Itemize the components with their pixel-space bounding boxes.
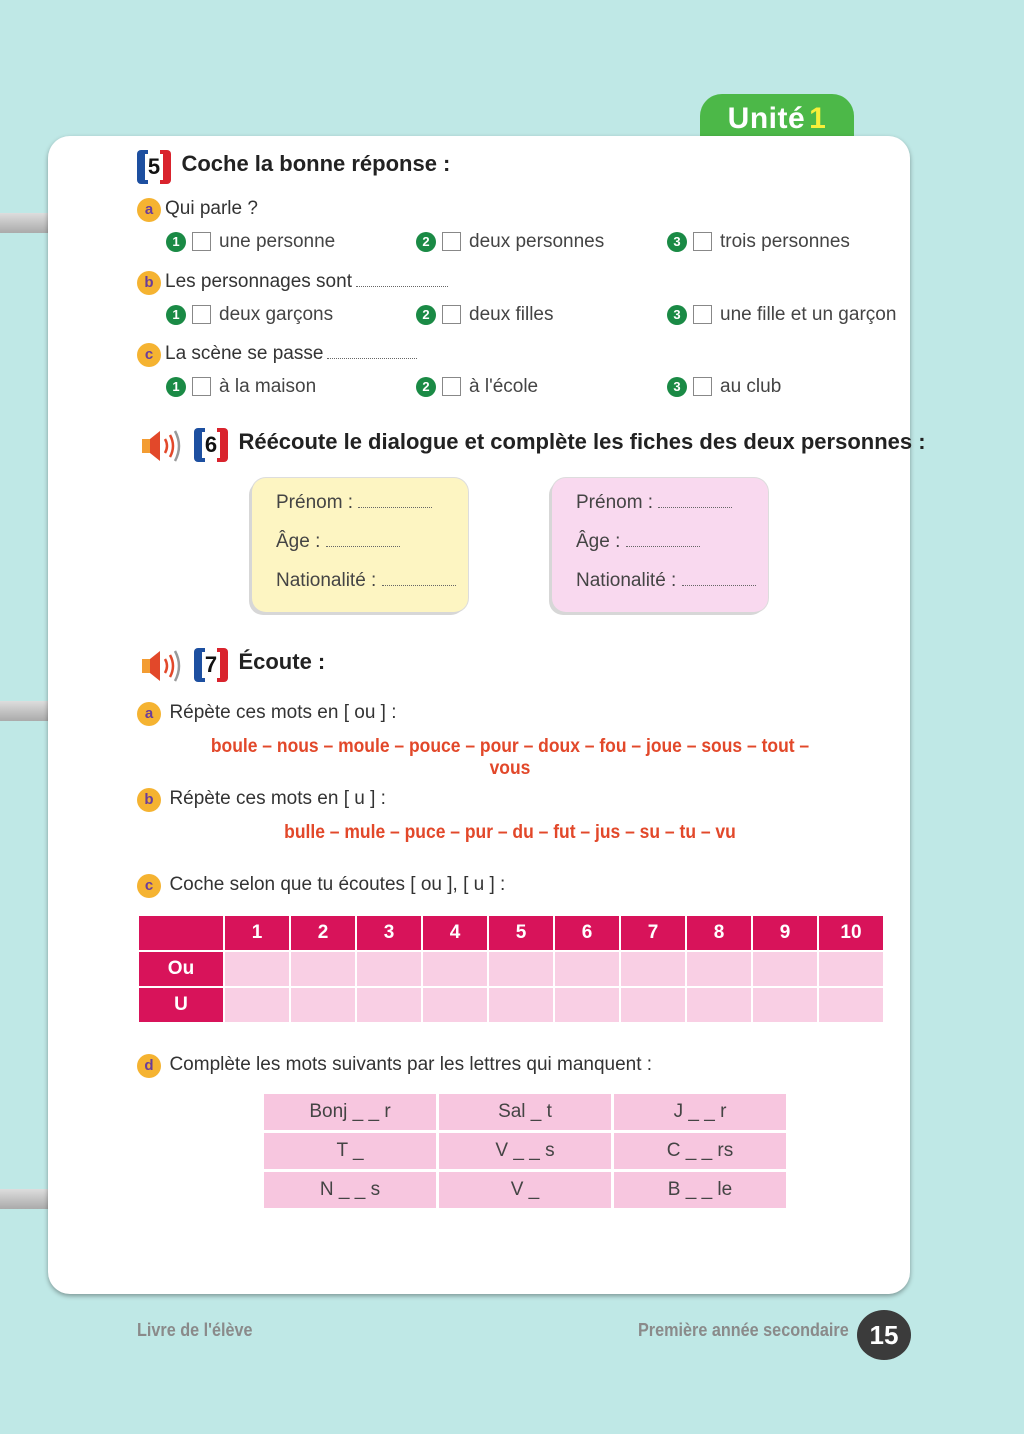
question-letter: b xyxy=(137,788,161,812)
check-cell[interactable] xyxy=(423,952,487,986)
exercise-7-header xyxy=(194,648,325,682)
word-cell[interactable]: Sal _ t xyxy=(439,1094,611,1130)
question-5a: a Qui parle ? xyxy=(137,198,258,222)
page-number: 15 xyxy=(857,1310,911,1360)
check-cell[interactable] xyxy=(291,988,355,1022)
age-blank[interactable] xyxy=(326,546,400,547)
check-cell[interactable] xyxy=(225,988,289,1022)
column-header: 10 xyxy=(819,916,883,950)
check-cell[interactable] xyxy=(555,952,619,986)
check-cell[interactable] xyxy=(291,952,355,986)
word-cell[interactable]: N _ _ s xyxy=(264,1172,436,1208)
check-cell[interactable] xyxy=(489,952,553,986)
exercise-6-header xyxy=(194,428,926,462)
checkbox[interactable] xyxy=(192,305,211,324)
word-cell[interactable]: V _ _ s xyxy=(439,1133,611,1169)
question-letter: d xyxy=(137,1054,161,1078)
check-cell[interactable] xyxy=(489,988,553,1022)
table-corner xyxy=(139,916,223,950)
check-cell[interactable] xyxy=(753,988,817,1022)
word-cell[interactable]: Bonj _ _ r xyxy=(264,1094,436,1130)
check-cell[interactable] xyxy=(819,988,883,1022)
option-label: une fille et un garçon xyxy=(720,304,897,325)
nationality-blank[interactable] xyxy=(382,585,456,586)
option-label: à l'école xyxy=(469,376,539,397)
option-a-1[interactable] xyxy=(166,231,335,253)
check-cell[interactable] xyxy=(621,988,685,1022)
option-number: 3 xyxy=(667,377,687,397)
option-label: au club xyxy=(720,376,782,397)
question-5b: b Les personnages sont xyxy=(137,271,448,295)
exercise-title: Réécoute le dialogue et complète les fiches des deux personnes : xyxy=(238,429,926,455)
option-b-1[interactable] xyxy=(166,304,333,326)
exercise-title: Coche la bonne réponse : xyxy=(181,151,451,177)
check-cell[interactable] xyxy=(687,952,751,986)
sound-check-table xyxy=(137,914,885,1024)
question-letter: c xyxy=(137,343,161,367)
unit-tab: Unité 1 xyxy=(700,94,854,144)
exercise-number-badge: 7 xyxy=(194,648,228,682)
checkbox[interactable] xyxy=(192,232,211,251)
first-name-blank[interactable] xyxy=(358,507,432,508)
exercise-title: Écoute : xyxy=(238,649,326,675)
column-header: 9 xyxy=(753,916,817,950)
option-label: une personne xyxy=(219,231,336,252)
question-7d: d Complète les mots suivants par les lettres qui manquent : xyxy=(137,1054,652,1078)
option-number: 2 xyxy=(416,377,436,397)
missing-letters-table xyxy=(261,1091,789,1211)
check-cell[interactable] xyxy=(753,952,817,986)
question-7a: a Répète ces mots en [ ou ] : xyxy=(137,702,397,726)
footer-right: Première année secondaire xyxy=(638,1320,849,1340)
checkbox[interactable] xyxy=(192,377,211,396)
word-cell[interactable]: B _ _ le xyxy=(614,1172,786,1208)
answer-blank[interactable] xyxy=(356,286,448,287)
row-header: Ou xyxy=(139,952,223,986)
column-header: 5 xyxy=(489,916,553,950)
option-number: 3 xyxy=(667,232,687,252)
checkbox[interactable] xyxy=(693,377,712,396)
column-header: 1 xyxy=(225,916,289,950)
option-c-2[interactable] xyxy=(416,376,538,398)
option-number: 2 xyxy=(416,305,436,325)
option-label: deux personnes xyxy=(469,231,605,252)
column-header: 6 xyxy=(555,916,619,950)
option-number: 2 xyxy=(416,232,436,252)
speaker-icon[interactable] xyxy=(138,646,182,686)
option-label: à la maison xyxy=(219,376,317,397)
check-cell[interactable] xyxy=(555,988,619,1022)
column-header: 8 xyxy=(687,916,751,950)
check-cell[interactable] xyxy=(357,988,421,1022)
exercise-number-badge: 6 xyxy=(194,428,228,462)
option-label: deux filles xyxy=(469,304,554,325)
check-cell[interactable] xyxy=(687,988,751,1022)
words-u: bulle – mule – puce – pur – du – fut – jus – su – tu – vu xyxy=(284,822,736,843)
column-header: 2 xyxy=(291,916,355,950)
checkbox[interactable] xyxy=(442,232,461,251)
option-number: 1 xyxy=(166,232,186,252)
check-cell[interactable] xyxy=(621,952,685,986)
exercise-5-header xyxy=(137,150,450,184)
question-letter: c xyxy=(137,874,161,898)
exercise-number-badge: 5 xyxy=(137,150,171,184)
row-header: U xyxy=(139,988,223,1022)
info-card-2: Prénom : Âge : Nationalité : xyxy=(552,478,768,612)
checkbox[interactable] xyxy=(693,232,712,251)
nationality-blank[interactable] xyxy=(682,585,756,586)
word-cell[interactable]: V _ xyxy=(439,1172,611,1208)
age-blank[interactable] xyxy=(626,546,700,547)
info-card-1: Prénom : Âge : Nationalité : xyxy=(252,478,468,612)
question-letter: a xyxy=(137,198,161,222)
question-7b: b Répète ces mots en [ u ] : xyxy=(137,788,386,812)
option-a-2[interactable] xyxy=(416,231,604,253)
speaker-icon[interactable] xyxy=(138,426,182,466)
option-number: 3 xyxy=(667,305,687,325)
word-cell[interactable]: C _ _ rs xyxy=(614,1133,786,1169)
answer-blank[interactable] xyxy=(327,358,417,359)
option-c-1[interactable] xyxy=(166,376,316,398)
option-a-3[interactable] xyxy=(667,231,850,253)
check-cell[interactable] xyxy=(423,988,487,1022)
checkbox[interactable] xyxy=(693,305,712,324)
option-label: deux garçons xyxy=(219,304,334,325)
word-cell[interactable]: T _ xyxy=(264,1133,436,1169)
question-letter: a xyxy=(137,702,161,726)
footer-left: Livre de l'élève xyxy=(137,1320,253,1340)
column-header: 3 xyxy=(357,916,421,950)
column-header: 4 xyxy=(423,916,487,950)
option-c-3[interactable] xyxy=(667,376,781,398)
word-cell[interactable]: J _ _ r xyxy=(614,1094,786,1130)
words-ou: boule – nous – moule – pouce – pour – doux – fou – joue – sous – tout – vous xyxy=(210,736,810,779)
check-cell[interactable] xyxy=(357,952,421,986)
check-cell[interactable] xyxy=(819,952,883,986)
option-number: 1 xyxy=(166,377,186,397)
column-header: 7 xyxy=(621,916,685,950)
question-7c: c Coche selon que tu écoutes [ ou ], [ u ] : xyxy=(137,874,505,898)
option-label: trois personnes xyxy=(720,231,850,252)
check-cell[interactable] xyxy=(225,952,289,986)
checkbox[interactable] xyxy=(442,305,461,324)
option-b-3[interactable] xyxy=(667,304,896,326)
checkbox[interactable] xyxy=(442,377,461,396)
first-name-blank[interactable] xyxy=(658,507,732,508)
question-letter: b xyxy=(137,271,161,295)
option-b-2[interactable] xyxy=(416,304,554,326)
question-5c: c La scène se passe xyxy=(137,343,417,367)
option-number: 1 xyxy=(166,305,186,325)
